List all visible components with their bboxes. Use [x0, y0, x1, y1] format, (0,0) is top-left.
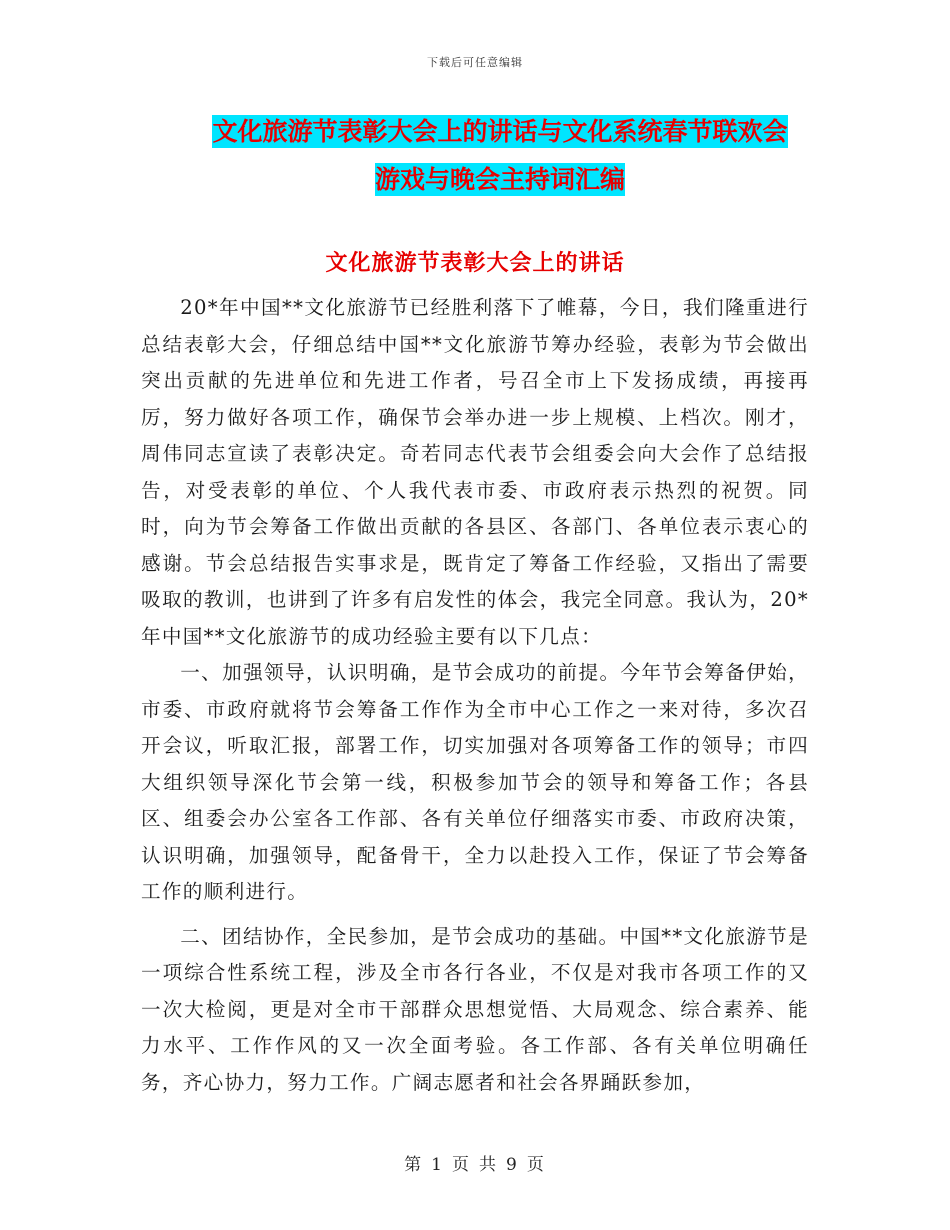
document-title — [130, 108, 870, 204]
document-title-line-2: 游戏与晚会主持词汇编 — [374, 165, 625, 194]
footer-total-label: 共 — [479, 1155, 498, 1175]
document-title-line-1: 文化旅游节表彰大会上的讲话与文化系统春节联欢会 — [212, 117, 788, 146]
document-body — [141, 290, 809, 1101]
paragraph-1: 20*年中国**文化旅游节已经胜利落下了帷幕，今日，我们隆重进行总结表彰大会，仔细总结中国**文化旅游节筹办经验，表彰为节会做出突出贡献的先进单位和先进工作者，号召全市上下发扬成绩，再接再厉，努力做好各项工作，确保节会举办进一步上规模、上档次。刚才，周伟同志宣读了表彰决定。奇若同志代表节会组委会向大会作了总结报告，对受表彰的单位、个人我代表市委、市政府表示热烈的祝贺。同时，向为节会筹备工作做出贡献的各县区、各部门、各单位表示衷心的感谢。节会总结报告实事求是，既肯定了筹备工作经验，又指出了需要吸取的教训，也讲到了许多有启发性的体会，我完全同意。我认为，20*年中国**文化旅游节的成功经验主要有以下几点： — [141, 296, 809, 648]
paragraph-2: 一、加强领导，认识明确，是节会成功的前提。今年节会筹备伊始，市委、市政府就将节会筹备工作作为全市中心工作之一来对待，多次召开会议，听取汇报，部署工作，切实加强对各项筹备工作的领导；市四大组织领导深化节会第一线，积极参加节会的领导和筹备工作；各县区、组委会办公室各工作部、各有关单位仔细落实市委、市政府决策，认识明确，加强领导，配备骨干，全力以赴投入工作，保证了节会筹备工作的顺利进行。 — [141, 661, 809, 903]
header-note: 下载后可任意编辑 — [427, 56, 523, 69]
footer-page-unit: 页 — [452, 1155, 471, 1175]
footer-page-total: 9 — [506, 1155, 519, 1175]
page-footer — [0, 1150, 950, 1175]
footer-page-current: 1 — [431, 1155, 444, 1175]
section-title: 文化旅游节表彰大会上的讲话 — [325, 250, 625, 276]
footer-total-unit: 页 — [526, 1155, 546, 1175]
paragraph-3: 二、团结协作，全民参加，是节会成功的基础。中国**文化旅游节是一项综合性系统工程，涉及全市各行各业，不仅是对我市各项工作的又一次大检阅，更是对全市干部群众思想觉悟、大局观念、综合素养、能力水平、工作作风的又一次全面考验。各工作部、各有关单位明确任务，齐心协力，努力工作。广阔志愿者和社会各界踊跃参加， — [141, 924, 809, 1094]
footer-page-label: 第 — [404, 1155, 424, 1175]
